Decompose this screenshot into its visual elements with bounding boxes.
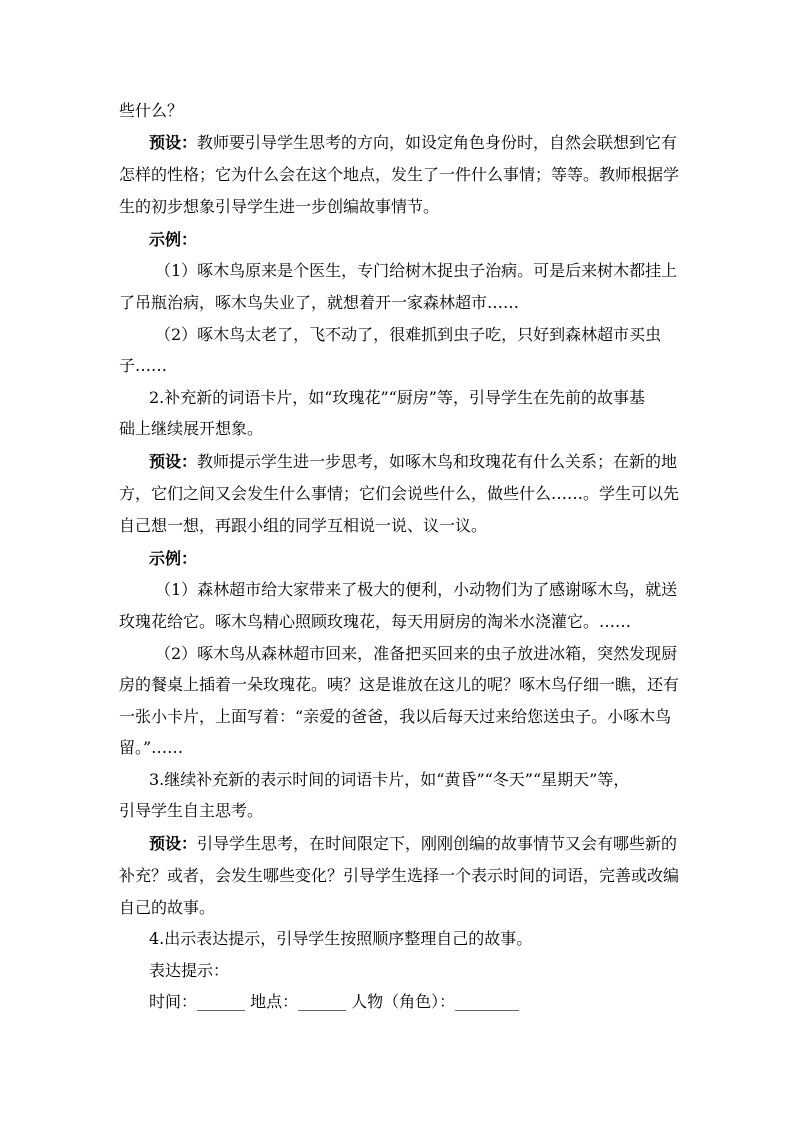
text-line: 预设：引导学生思考，在时间限定下，刚刚创编的故事情节又会有哪些新的 — [149, 834, 678, 853]
text-line: 一张小卡片，上面写着：“亲爱的爸爸，我以后每天过来给您送虫子。小啄木鸟 — [119, 707, 672, 726]
text-line: 自己想一想，再跟小组的同学互相说一说、议一议。 — [119, 516, 488, 535]
text-line: （1）啄木鸟原来是个医生，专门给树木捉虫子治病。可是后来树木都挂上 — [155, 261, 678, 280]
text-line: 表达提示： — [149, 961, 230, 980]
text-line: （2）啄木鸟从森林超市回来，准备把买回来的虫子放进冰箱，突然发现厨 — [155, 644, 678, 663]
text-line: 2.补充新的词语卡片，如“玫瑰花”“厨房”等，引导学生在先前的故事基 — [149, 388, 645, 407]
text-line: 房的餐桌上插着一朵玫瑰花。咦？这是谁放在这儿的呢？啄木鸟仔细一瞧，还有 — [119, 675, 680, 694]
text-line: 子…… — [119, 356, 168, 375]
text-line: 3.继续补充新的表示时间的词语卡片，如“黄昏”“冬天”“星期天”等， — [149, 770, 630, 789]
text-line: （1）森林超市给大家带来了极大的便利，小动物们为了感谢啄木鸟，就送 — [155, 580, 678, 599]
text-line: 生的初步想象引导学生进一步创编故事情节。 — [119, 197, 440, 216]
preset-label: 预设： — [149, 133, 198, 152]
text-line: 预设：教师要引导学生思考的方向，如设定角色身份时，自然会联想到它有 — [149, 133, 678, 152]
text-line: 础上继续展开想象。 — [119, 419, 264, 438]
preset-label: 预设： — [149, 834, 198, 853]
text-line: （2）啄木鸟太老了，飞不动了，很难抓到虫子吃，只好到森林超市买虫 — [155, 325, 662, 344]
text-line: 自己的故事。 — [119, 898, 216, 917]
text-line: 留。”…… — [119, 738, 184, 757]
example-heading: 示例： — [149, 230, 198, 249]
text-line: 方，它们之间又会发生什么事情；它们会说些什么，做些什么……。学生可以先 — [119, 484, 680, 503]
example-heading: 示例： — [149, 549, 198, 568]
text-line: 怎样的性格；它为什么会在这个地点，发生了一件什么事情；等等。教师根据学 — [119, 165, 680, 184]
text-line: 4.出示表达提示，引导学生按照顺序整理自己的故事。 — [149, 929, 533, 948]
text-line: 预设：教师提示学生进一步思考，如啄木鸟和玫瑰花有什么关系；在新的地 — [149, 452, 678, 471]
text-line: 些什么？ — [119, 101, 184, 120]
preset-label: 预设： — [149, 452, 198, 471]
text-line: 引导学生自主思考。 — [119, 801, 264, 820]
text-line: 了吊瓶治病，啄木鸟失业了，就想着开一家森林超市…… — [119, 293, 520, 312]
text-line: 补充？或者，会发生哪些变化？引导学生选择一个表示时间的词语，完善或改编 — [119, 866, 680, 885]
text-line: 玫瑰花给它。啄木鸟精心照顾玫瑰花，每天用厨房的淘米水浇灌它。…… — [119, 612, 632, 631]
form-fields-line: 时间：______ 地点：______ 人物（角色）：________ — [149, 992, 520, 1011]
